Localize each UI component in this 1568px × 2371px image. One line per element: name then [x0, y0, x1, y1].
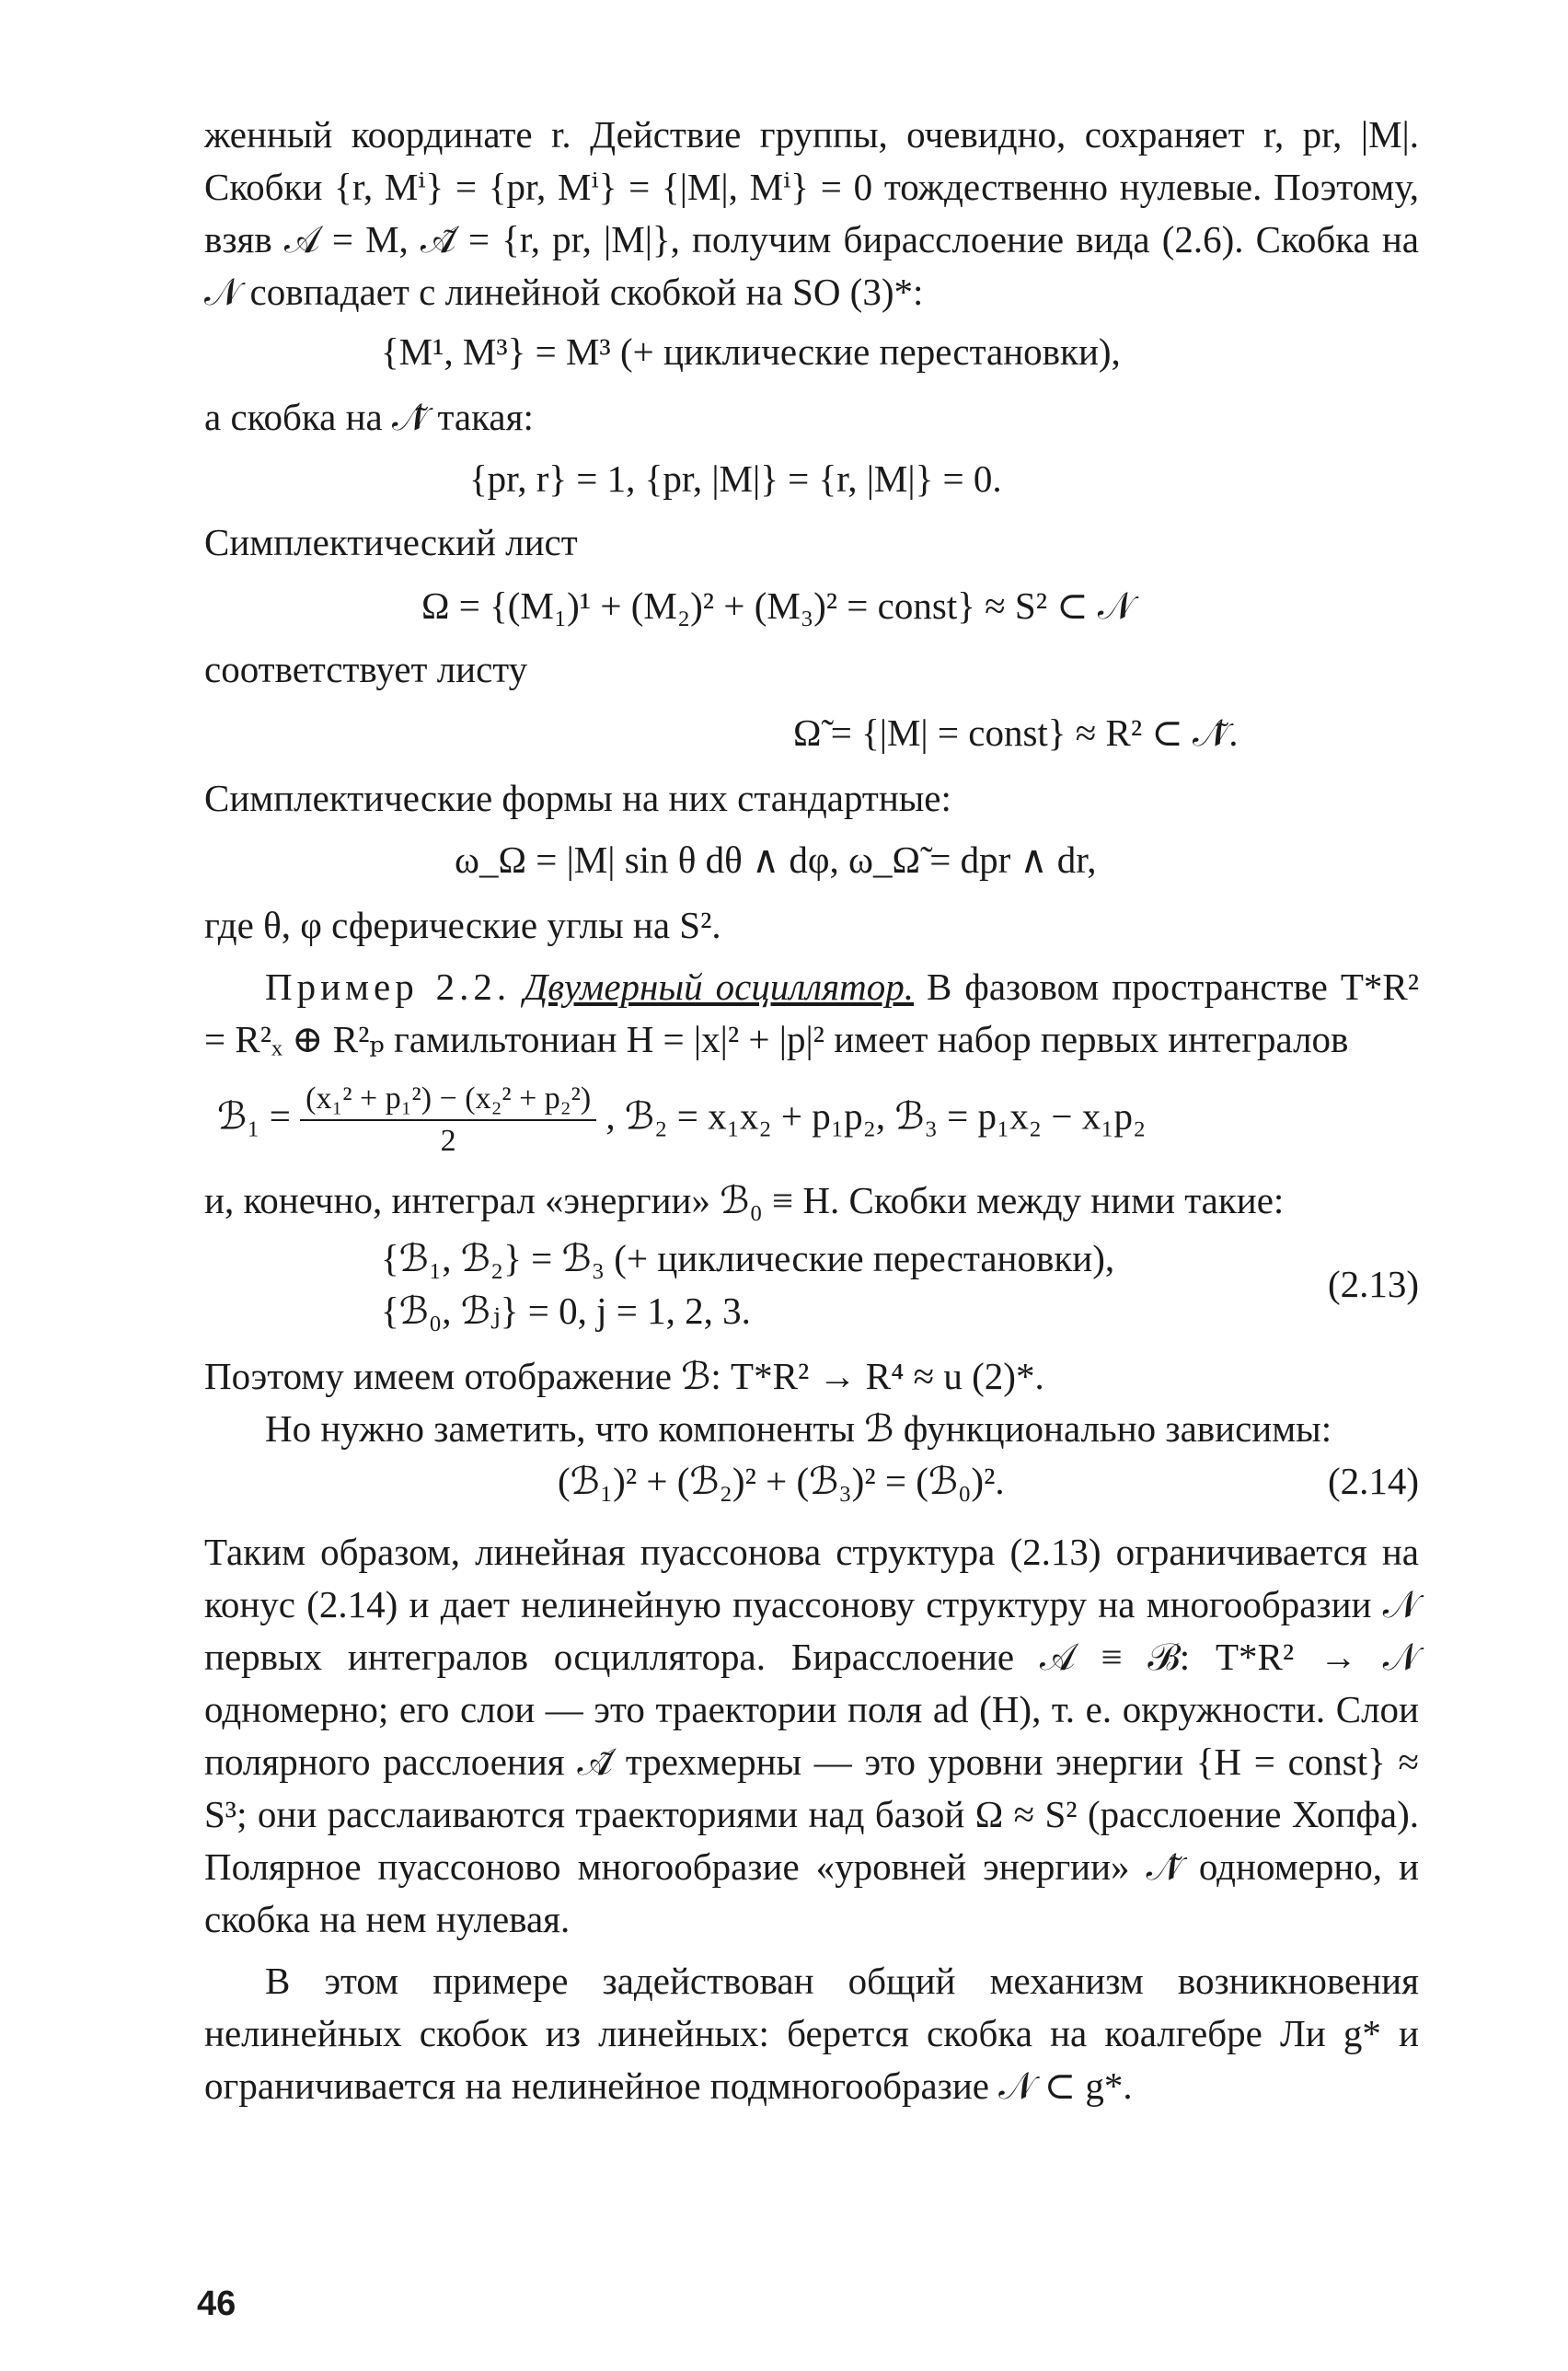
formula-bracket-b0: {ℬ₀, ℬⱼ} = 0, j = 1, 2, 3. [381, 1290, 751, 1332]
formula-symplectic-forms: ω_Ω = |M| sin θ dθ ∧ dφ, ω_Ω̃ = dpr ∧ dr, [455, 839, 1097, 881]
example-label: Пример 2.2. [265, 966, 512, 1008]
paragraph-8: и, конечно, интеграл «энергии» ℬ₀ ≡ H. Скобки между ними такие: [204, 1179, 1285, 1221]
fraction-numerator: (x₁² + p₁²) − (x₂² + p₂²) [300, 1079, 596, 1121]
paragraph-1: женный координате r. Действие группы, очевидно, сохраняет r, pr, |M|. Скобки {r, Mⁱ} = {pr, Mⁱ} = {|M|, Mⁱ} = 0 тождественно нулевые. Поэтому, взяв 𝒜 = M, 𝒜̃ = {r, pr, |M|}, получим бирасслоение вида (2.6). Скобка на 𝒩 совпадает с линейной скобкой на SO (3)*: [204, 113, 1419, 313]
formula-omega: Ω = {(M₁)¹ + (M₂)² + (M₃)² = const} ≈ S² ⊂ 𝒩 [421, 584, 1135, 627]
paragraph-11: Таким образом, линейная пуассонова структура (2.13) ограничивается на конус (2.14) и дает нелинейную пуассонову структуру на многообразии 𝒩 первых интегралов осциллятора. Бирасслоение 𝒜 ≡ ℬ: T*R² → 𝒩 одномерно; его слои — это траектории поля ad (H), т. е. окружности. Слои полярного расслоения 𝒜̃ трехмерны — это уровни энергии {H = const} ≈ S³; они расслаиваются траекториями над базой Ω ≈ S² (расслоение Хопфа). Полярное пуассоново многообразие «уровней энергии» 𝒩̃ одномерно, и скобка на нем нулевая. [204, 1531, 1419, 1940]
formula-cone: (ℬ₁)² + (ℬ₂)² + (ℬ₃)² = (ℬ₀)². [558, 1460, 1005, 1502]
paragraph-5: Симплектические формы на них стандартные: [204, 777, 951, 819]
paragraph-12: В этом примере задействован общий механизм возникновения нелинейных скобок из линейных: берется скобка на коалгебре Ли g* и ограничивается на нелинейное подмногообразие 𝒩 ⊂ g*. [204, 1960, 1419, 2107]
formula-b1-lhs: ℬ₁ = [217, 1094, 291, 1138]
formula-integrals [204, 1079, 1419, 1162]
formula-bracket-b-cyclic: {ℬ₁, ℬ₂} = ℬ₃ (+ циклические перестановки), [381, 1237, 1115, 1279]
equation-number-2-14: (2.14) [1327, 1460, 1419, 1502]
formula-b2-b3: , ℬ₂ = x₁x₂ + p₁p₂, ℬ₃ = p₁x₂ − x₁p₂ [605, 1094, 1147, 1138]
paragraph-6: где θ, φ сферические углы на S². [204, 904, 721, 946]
equation-number-2-13: (2.13) [1327, 1263, 1419, 1305]
paragraph-10: Но нужно заметить, что компоненты ℬ функционально зависимы: [265, 1407, 1332, 1450]
paragraph-4: соответствует листу [204, 648, 528, 690]
example-title: Двумерный осциллятор. [524, 966, 914, 1008]
equation-2-13 [204, 1232, 1419, 1337]
formula-omega-tilde: Ω̃ = {|M| = const} ≈ R² ⊂ 𝒩̃. [793, 711, 1239, 754]
formula-bracket-m: {M¹, M³} = M³ (+ циклические перестановки), [381, 330, 1121, 373]
paragraph-9: Поэтому имеем отображение ℬ: T*R² → R⁴ ≈ u (2)*. [204, 1355, 1044, 1397]
example-paragraph [204, 961, 1419, 1066]
fraction-b1 [300, 1079, 596, 1162]
equation-2-14 [204, 1455, 1419, 1508]
example-text: В фазовом пространстве T*R² = R²ₓ ⊕ R²ₚ гамильтониан H = |x|² + |p|² имеет набор первых интегралов [204, 966, 1419, 1060]
formula-bracket-pr: {pr, r} = 1, {pr, |M|} = {r, |M|} = 0. [469, 457, 1002, 500]
paragraph-2: а скобка на 𝒩̃ такая: [204, 396, 534, 438]
paragraph-3: Симплектический лист [204, 521, 578, 563]
page-body [204, 109, 1419, 2112]
fraction-denominator: 2 [440, 1124, 456, 1158]
page-number: 46 [197, 2284, 236, 2323]
